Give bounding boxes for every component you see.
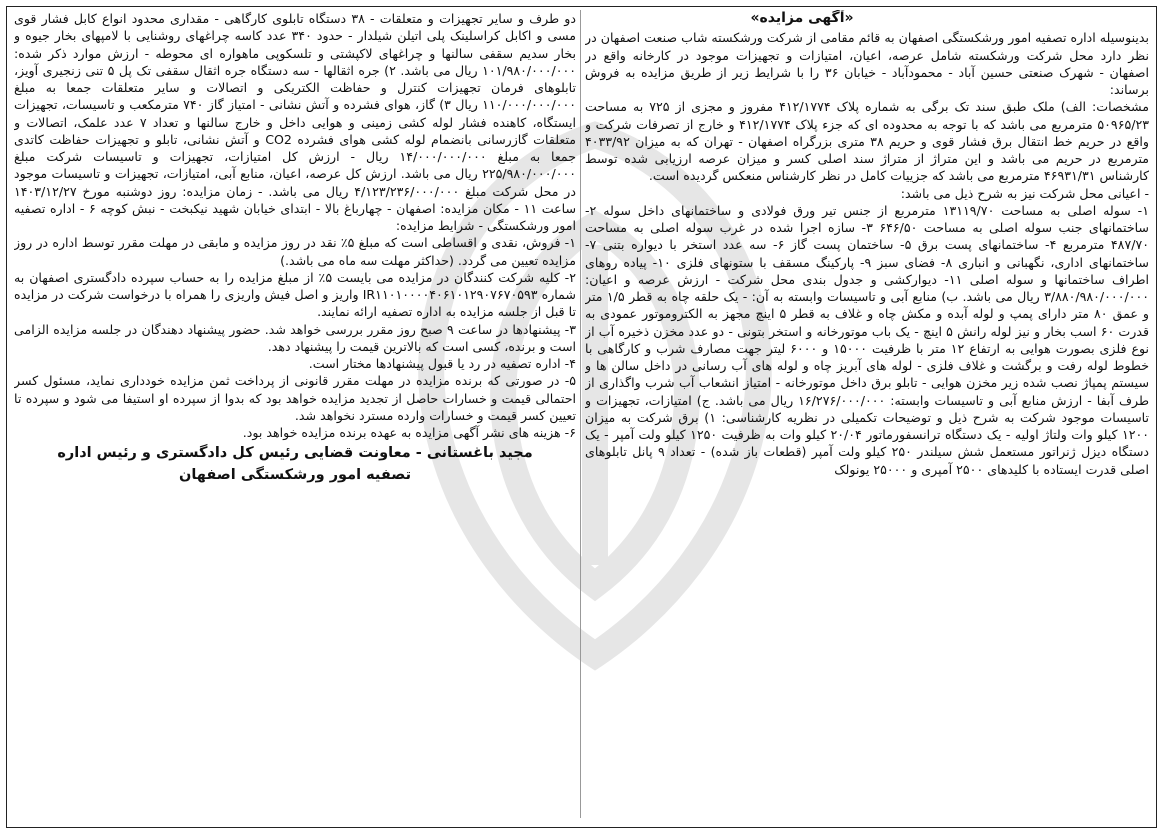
condition-1: ۱- فروش، نقدی و اقساطی است که مبلغ ۵٪ نقد در روز مزایده و مابقی در مهلت مقرر توسط اداره در روز مزایده تعیین می گردد. (حداکثر مهلت سه ماه می باشد.) [14, 235, 576, 268]
specs-paragraph: مشخصات: الف) ملک طبق سند تک برگی به شماره پلاک ۴۱۲/۱۷۷۴ مفروز و مجزی از ۷۲۵ به مساحت ۵۰۹۶۵/۲۳ مترمربع می باشد که با توجه به محدوده ای که جزء پلاک ۴۱۲/۱۷۷۴ و خارج از تصرفات شرکت و واقع در حریم خط انتقال برق فشار قوی و حریم ۳۸ متری بزرگراه اصفهان - تهران که به میزان ۴۰۳۳/۹۲ مترمربع در حریم می باشد و این متراژ از متراژ سند اصلی کسر و میزان عرصه ارزیابی شده توسط کارشناس ۴۶۹۳۱/۳۱ مترمربع می باشد که جزییات کامل در نظر کارشناس منعکس گردیده است. [585, 99, 1149, 184]
right-column [585, 10, 1149, 820]
equipment-paragraph: دو طرف و سایر تجهیزات و متعلقات - ۳۸ دستگاه تابلوی کارگاهی - مقداری محدود انواع کابل فشار قوی مسی و اکابل کراسلینک پلی اتیلن شیلدار - حدود ۳۴۰ عدد کاسه چراغهای روشنایی با لامپهای بخار جیوه و بخار سدیم سقفی سالنها و چراغهای لاکپشتی و تلسکوپی ماهواره ای محوطه - ارزش موارد ذکر شده: ۱۰۱/۹۸۰/۰۰۰/۰۰۰ ریال می باشد. ۲) جره اثقالها - سه دستگاه جره اثقال سقفی تک پل ۵ تنی زنجیری آویز، تابلوهای فرمان تجهیزات کنترل و حفاظت الکتریکی و اتصالات و سایر متعلقات جمعا به مبلغ ۱۱۰/۰۰۰/۰۰۰/۰۰۰ ریال ۳) گاز، هوای فشرده و آتش نشانی - امتیاز گاز ۷۴۰ مترمکعب و تاسیسات، تجهیزات ایستگاه، کاهنده فشار لوله کشی زمینی و هوایی داخل و خارج سالنها و تعداد ۷ عدد علمک، اتصالات و متعلقات گازرسانی بانضمام لوله کشی هوای فشرده CO2 و آتش نشانی، تابلو و تجهیزات حفاظت کاتدی جمعا به مبلغ ۱۴/۰۰۰/۰۰۰/۰۰۰ ریال - ارزش کل امتیازات، تجهیزات و تاسیسات شرکت مبلغ ۲۲۵/۹۸۰/۰۰۰/۰۰۰ ریال می باشد. ارزش کل عرصه، اعیان، منابع آبی، امتیازات، تجهیزات و تاسیسات موجود در محل شرکت مبلغ ۴/۱۲۳/۲۳۶/۰۰۰/۰۰۰ ریال می باشد. - زمان مزایده: روز دوشنبه مورخ ۱۴۰۳/۱۲/۲۷ ساعت ۱۱ - مکان مزایده: اصفهان - چهارباغ بالا - ابتدای خیابان شهید نیکبخت - نبش کوچه ۶ - اداره تصفیه امور ورشکستگی - شرایط مزایده: [14, 11, 576, 233]
left-column [14, 10, 576, 820]
condition-3: ۳- پیشنهادها در ساعت ۹ صبح روز مقرر بررسی خواهد شد. حضور پیشنهاد دهندگان در جلسه مزایده الزامی است و برنده، کسی است که بالاترین قیمت را پیشنهاد دهد. [14, 321, 576, 354]
buildings-heading: - اعیانی محل شرکت نیز به شرح ذیل می باشد: [900, 185, 1149, 201]
condition-6: ۶- هزینه های نشر آگهی مزایده به عهده برنده مزایده خواهد بود. [242, 425, 576, 440]
column-divider [580, 10, 581, 818]
buildings-paragraph: ۱- سوله اصلی به مساحت ۱۳۱۱۹/۷۰ مترمربع از جنس تیر ورق فولادی و ساختمانهای داخل سوله ۲- ساختمانهای جنب سوله اصلی به مساحت ۶۴۶/۵۰ ۳- سازه اجرا شده در غرب سوله اصلی به مساحت ۴۸۷/۷۰ مترمربع ۴- ساختمانهای پست برق ۵- ساختمان پست گاز ۶- سه عدد استخر با دیواره بتنی ۷- ساختمانهای اداری، نگهبانی و انباری ۸- فضای سبز ۹- پارکینگ مسقف با ستونهای فلزی ۱۰- پیاده روهای اطراف ساختمانها و سوله اصلی ۱۱- دیوارکشی و جدول بندی محل شرکت - ارزش عرصه و اعیان: ۳/۸۸۰/۹۸۰/۰۰۰/۰۰۰ ریال می باشد. ب) منابع آبی و تاسیسات وابسته به آن: - یک حلقه چاه به قطر ۱/۵ متر و عمق ۸۰ متر دارای پمپ و لوله آبده و مکش چاه و غلاف به قطر ۵ اینچ مجهز به الکتروموتور عمودی به قدرت ۶۰ اسب بخار و نیز لوله رانش ۵ اینچ - یک باب موتورخانه و استخر بتونی - دو عدد مخزن ذخیره آب از نوع فلزی بصورت هوایی به ارتفاع ۱۲ متر با ظرفیت ۱۵۰۰۰ و ۶۰۰۰ لیتر جهت مصارف شرب و کارگاهی با خطوط لوله رفت و برگشت و غلاف فلزی - لوله های آبریز چاه و لوله های آب رسانی در داخل سالن ها و سیستم پمپاژ نصب شده زیر مخزن هوایی - تابلو برق داخل موتورخانه - امتیاز انشعاب آب شرب واگذاری از طرف آبفا - ارزش منابع آبی و تاسیسات وابسته: ۱۶/۲۷۶/۰۰۰/۰۰۰ ریال می باشد. ج) امتیازات، تجهیزات و تاسیسات موجود شرکت به شرح ذیل و توضیحات تکمیلی در نظریه کارشناسی: ۱) برق شرکت به میزان ۱۲۰۰ کیلو وات ولتاژ اولیه - یک دستگاه ترانسفورماتور ۲۰/۰۴ کیلو وات به ظرفیت ۱۲۵۰ کیلو ولت آمپر - یک دستگاه دیزل ژنراتور مستعمل شش سیلندر ۲۵۰ کیلو ولت آمپر (قطعات باز شده) - تعداد ۹ پانل تابلوهای اصلی قدرت ایستاده با کلیدهای ۲۵۰۰ آمپری و ۲۵۰۰۰ یونولک [585, 202, 1149, 477]
condition-5: ۵- در صورتی که برنده مزایده در مهلت مقرر قانونی از پرداخت ثمن مزایده خودداری نماید، مسئول کسر احتمالی قیمت و خسارات حاصل از تجدید مزایده خواهد بود که بدوا از سپرده او استیفا می شود و سپرده تا تعیین کسر قیمت و خسارات وارده مسترد نخواهد شد. [14, 373, 576, 423]
condition-2: ۲- کلیه شرکت کنندگان در مزایده می بایست ۵٪ از مبلغ مزایده را به حساب سپرده دادگستری اصفهان به شماره IR۱۱۰۱۰۰۰۰۴۰۶۱۰۱۲۹۰۷۶۷۰۵۹۳ واریز و اصل فیش واریزی را همراه با درخواست شرکت در مزایده تا قبل از جلسه مزایده به اداره تصفیه ارائه نمایند. [14, 269, 576, 320]
condition-4: ۴- اداره تصفیه در رد یا قبول پیشنهادها مختار است. [308, 356, 576, 371]
intro-paragraph: بدینوسیله اداره تصفیه امور ورشکستگی اصفهان به قائم مقامی از شرکت ورشکسته شاب صنعت اصفهان در نظر دارد محل شرکت ورشکسته شامل عرصه، اعیان، امتیازات و تجهیزات موجود در کارخانه واقع در اصفهان - شهرک صنعتی حسین آباد - محمودآباد - خیابان ۳۶ را با شرایط زیر از طریق مزایده به فروش برساند: [585, 30, 1149, 97]
notice-title: «آگهی مزایده» [750, 10, 854, 26]
signature-line-1: مجید باغستانی - معاونت قضایی رئیس کل دادگستری و رئیس اداره [57, 445, 533, 462]
signature-line-2: تصفیه امور ورشکستگی اصفهان [178, 467, 412, 484]
